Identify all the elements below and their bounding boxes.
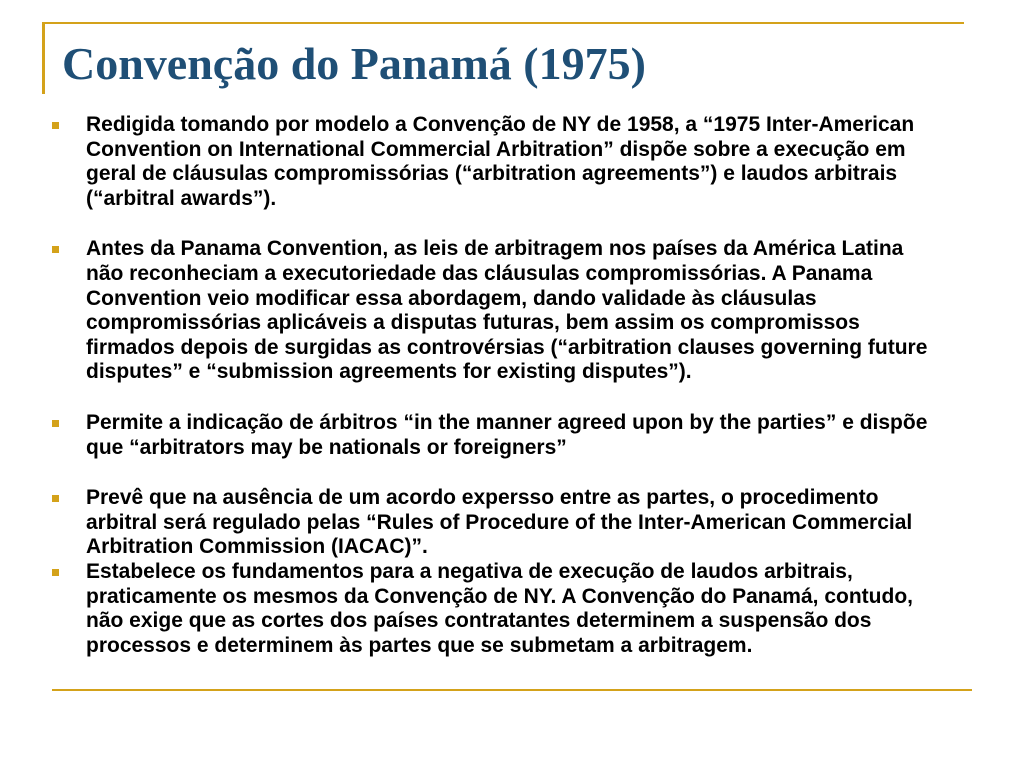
bullet-list — [46, 113, 946, 658]
bullet-item — [46, 237, 946, 385]
bullet-text: Antes da Panama Convention, as leis de arbitragem nos países da América Latina não reconheciam a executoriedade das cláusulas compromissórias. A Panama Convention veio modificar essa abordagem, dando validade às cláusulas compromissórias aplicáveis a disputas futuras, bem assim os compromissos firmados depois de surgidas as controvérsias (“arbitration clauses governing future disputes” e “submission agreements for existing disputes”). — [86, 237, 928, 384]
bullet-text: Permite a indicação de árbitros “in the manner agreed upon by the parties” e dispõe que “arbitrators may be nationals or foreigners” — [86, 410, 928, 459]
top-divider — [42, 22, 964, 24]
square-bullet-icon — [52, 495, 59, 502]
title-accent-line — [42, 22, 45, 94]
slide-title: Convenção do Panamá (1975) — [62, 38, 646, 89]
bullet-item — [46, 560, 946, 658]
bullet-text: Estabelece os fundamentos para a negativa de execução de laudos arbitrais, praticamente os mesmos da Convenção de NY. A Convenção do Panamá, contudo, não exige que as cortes dos países contratantes determinem a suspensão dos processos e determinem às partes que se submetam a arbitragem. — [86, 559, 913, 657]
bullet-text: Prevê que na ausência de um acordo expersso entre as partes, o procedimento arbitral será regulado pelas “Rules of Procedure of the Inter-American Commercial Arbitration Commission (IACAC)”. — [86, 486, 913, 559]
bullet-item — [46, 113, 946, 211]
bullet-text: Redigida tomando por modelo a Convenção de NY de 1958, a “1975 Inter-American Convention on International Commercial Arbitration” dispõe sobre a execução em geral de cláusulas compromissórias (“arbitration agreements”) e laudos arbitrais (“arbitral awards”). — [86, 113, 915, 210]
square-bullet-icon — [52, 122, 59, 129]
square-bullet-icon — [52, 569, 59, 576]
square-bullet-icon — [52, 420, 59, 427]
square-bullet-icon — [52, 246, 59, 253]
bottom-divider — [52, 689, 972, 691]
bullet-item — [46, 486, 946, 560]
bullet-item — [46, 411, 946, 460]
